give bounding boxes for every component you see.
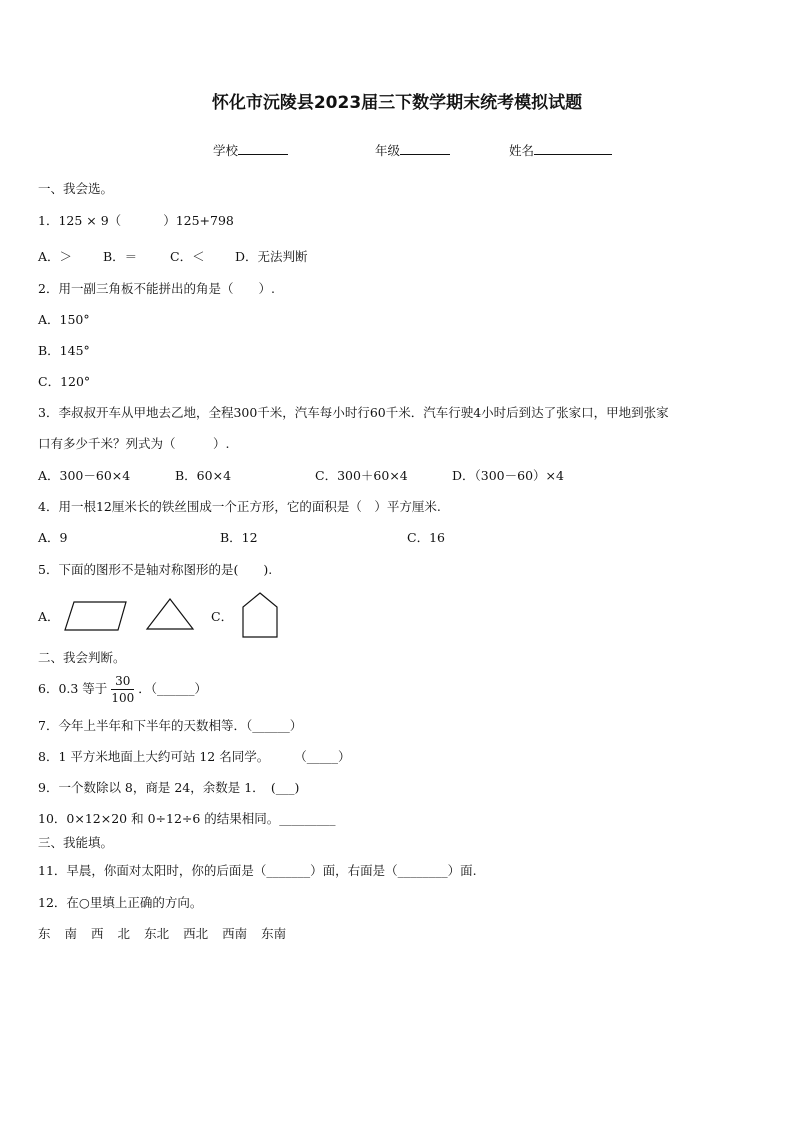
q6-denominator: 100 [111,691,135,705]
school-blank[interactable] [238,142,288,155]
q1-text-a: 1．125 × 9（ [38,213,122,228]
pentagon-house-shape [240,590,280,640]
q1-text-b: ）125+798 [163,213,234,228]
q1-option-d[interactable]: D．无法判断 [235,249,308,264]
q3-option-c[interactable]: C．300＋60×4 [315,468,408,483]
question-7[interactable]: 7．今年上半年和下半年的天数相等．（______） [38,718,303,733]
question-2: 2．用一副三角板不能拼出的角是（ ）. [38,281,275,296]
direction-south: 南 [64,926,78,941]
q4-option-c[interactable]: C．16 [407,530,445,545]
q6-fraction [111,674,134,705]
grade-blank[interactable] [400,142,450,155]
name-field [509,141,612,159]
direction-list [38,926,300,942]
question-11[interactable]: 11．早晨，你面对太阳时，你的后面是（_______）面，右面是（________）面. [38,863,477,878]
q1-option-b[interactable]: B．＝ [103,249,138,264]
grade-label: 年级 [375,143,401,158]
direction-southwest: 西南 [222,926,248,941]
q6-text-b[interactable]: ．（______） [138,681,207,696]
q3-option-a[interactable]: A．300－60×4 [38,468,131,483]
q4-option-b[interactable]: B．12 [220,530,258,545]
question-3-line1: 3．李叔叔开车从甲地去乙地，全程300千米，汽车每小时行60千米．汽车行驶4小时后到达了张家口，甲地到张家 [38,405,669,420]
q2-option-c[interactable]: C．120° [38,374,91,389]
q4-option-a[interactable]: A．9 [38,530,68,545]
section2-heading: 二、我会判断。 [38,650,126,665]
q5-option-c-label[interactable]: C． [211,609,234,624]
question-3-line2: 口有多少千米？列式为（ ）. [38,436,230,451]
direction-north: 北 [117,926,131,941]
q2-option-a[interactable]: A．150° [38,312,90,327]
q1-option-c[interactable]: C．＜ [170,249,205,264]
q3-option-d[interactable]: D．（300－60）×4 [452,468,564,483]
section3-heading: 三、我能填。 [38,835,114,850]
q5-option-a-label[interactable]: A． [38,609,60,624]
parallelogram-shape [62,600,130,634]
question-4: 4．用一根12厘米长的铁丝围成一个正方形，它的面积是（ ）平方厘米. [38,499,441,514]
section1-heading: 一、我会选。 [38,181,114,196]
school-label: 学校 [213,143,239,158]
direction-west: 西 [91,926,104,941]
grade-field [375,141,450,159]
question-6 [38,672,207,706]
school-field [213,141,288,159]
q6-numerator: 30 [111,674,134,690]
name-blank[interactable] [534,142,612,155]
q3-option-b[interactable]: B．60×4 [175,468,232,483]
direction-northwest: 西北 [183,926,209,941]
question-1 [38,213,234,229]
direction-east: 东 [38,926,51,941]
direction-northeast: 东北 [144,926,170,941]
question-8[interactable]: 8．1 平方米地面上大约可站 12 名同学。 （_____） [38,749,351,764]
q1-option-a[interactable]: A．＞ [38,249,73,264]
page-title: 怀化市沅陵县2023届三下数学期末统考模拟试题 [211,93,583,113]
q6-text-a: 6．0.3 等于 [38,681,108,696]
name-label: 姓名 [509,143,535,158]
q2-option-b[interactable]: B．145° [38,343,90,358]
question-5: 5．下面的图形不是轴对称图形的是( ). [38,562,273,577]
direction-southeast: 东南 [261,926,287,941]
question-9[interactable]: 9．一个数除以 8，商是 24，余数是 1． (___) [38,780,300,795]
question-12: 12．在○里填上正确的方向。 [38,895,203,910]
question-10[interactable]: 10．0×12×20 和 0÷12÷6 的结果相同。_________ [38,811,336,826]
triangle-shape [145,596,197,632]
